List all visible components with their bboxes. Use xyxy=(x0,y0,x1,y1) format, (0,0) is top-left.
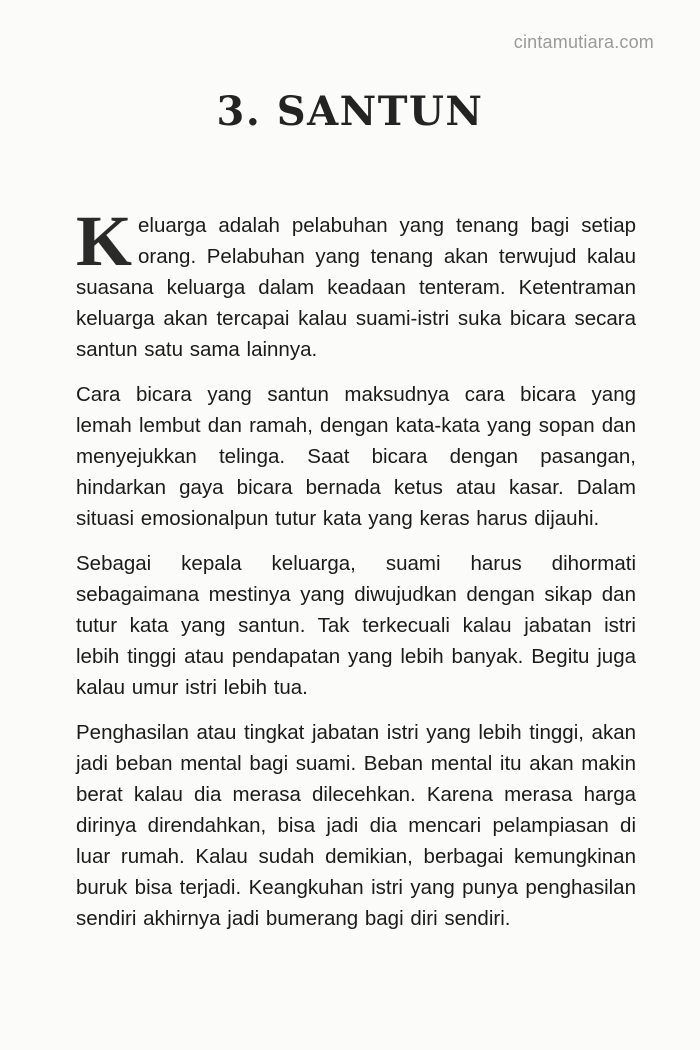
paragraph-3: Sebagai kepala keluarga, suami harus dihormati sebagaimana mestinya yang diwujudkan dengan sikap dan tutur kata yang santun. Tak terkecuali kalau jabatan istri lebih tinggi atau pendapatan yang lebih banyak. Begitu juga kalau umur istri lebih tua. xyxy=(76,552,636,699)
paragraph-1-text: eluarga adalah pelabuhan yang tenang bagi setiap orang. Pelabuhan yang tenang akan terwujud kalau suasana keluarga dalam keadaan tenteram. Ketentraman keluarga akan tercapai kalau suami-istri suka bicara secara santun satu sama lainnya. xyxy=(76,214,636,361)
drop-cap: K xyxy=(76,201,133,281)
paragraph-2: Cara bicara yang santun maksudnya cara bicara yang lemah lembut dan ramah, dengan kata-kata yang sopan dan menyejukkan telinga. Saat bicara dengan pasangan, hindarkan gaya bicara bernada ketus atau kasar. Dalam situasi emosionalpun tutur kata yang keras harus dijauhi. xyxy=(76,383,636,530)
watermark: cintamutiara.com xyxy=(513,32,654,52)
chapter-body xyxy=(76,201,636,948)
chapter-title: 3. SANTUN xyxy=(216,88,484,135)
paragraph-4: Penghasilan atau tingkat jabatan istri yang lebih tinggi, akan jadi beban mental bagi suami. Beban mental itu akan makin berat kalau dia merasa dilecehkan. Karena merasa harga dirinya direndahkan, bisa jadi dia mencari pelampiasan di luar rumah. Kalau sudah demikian, berbagai kemungkinan buruk bisa terjadi. Keangkuhan istri yang punya penghasilan sendiri akhirnya jadi bumerang bagi diri sendiri. xyxy=(76,721,636,930)
paragraph-1 xyxy=(76,201,636,365)
